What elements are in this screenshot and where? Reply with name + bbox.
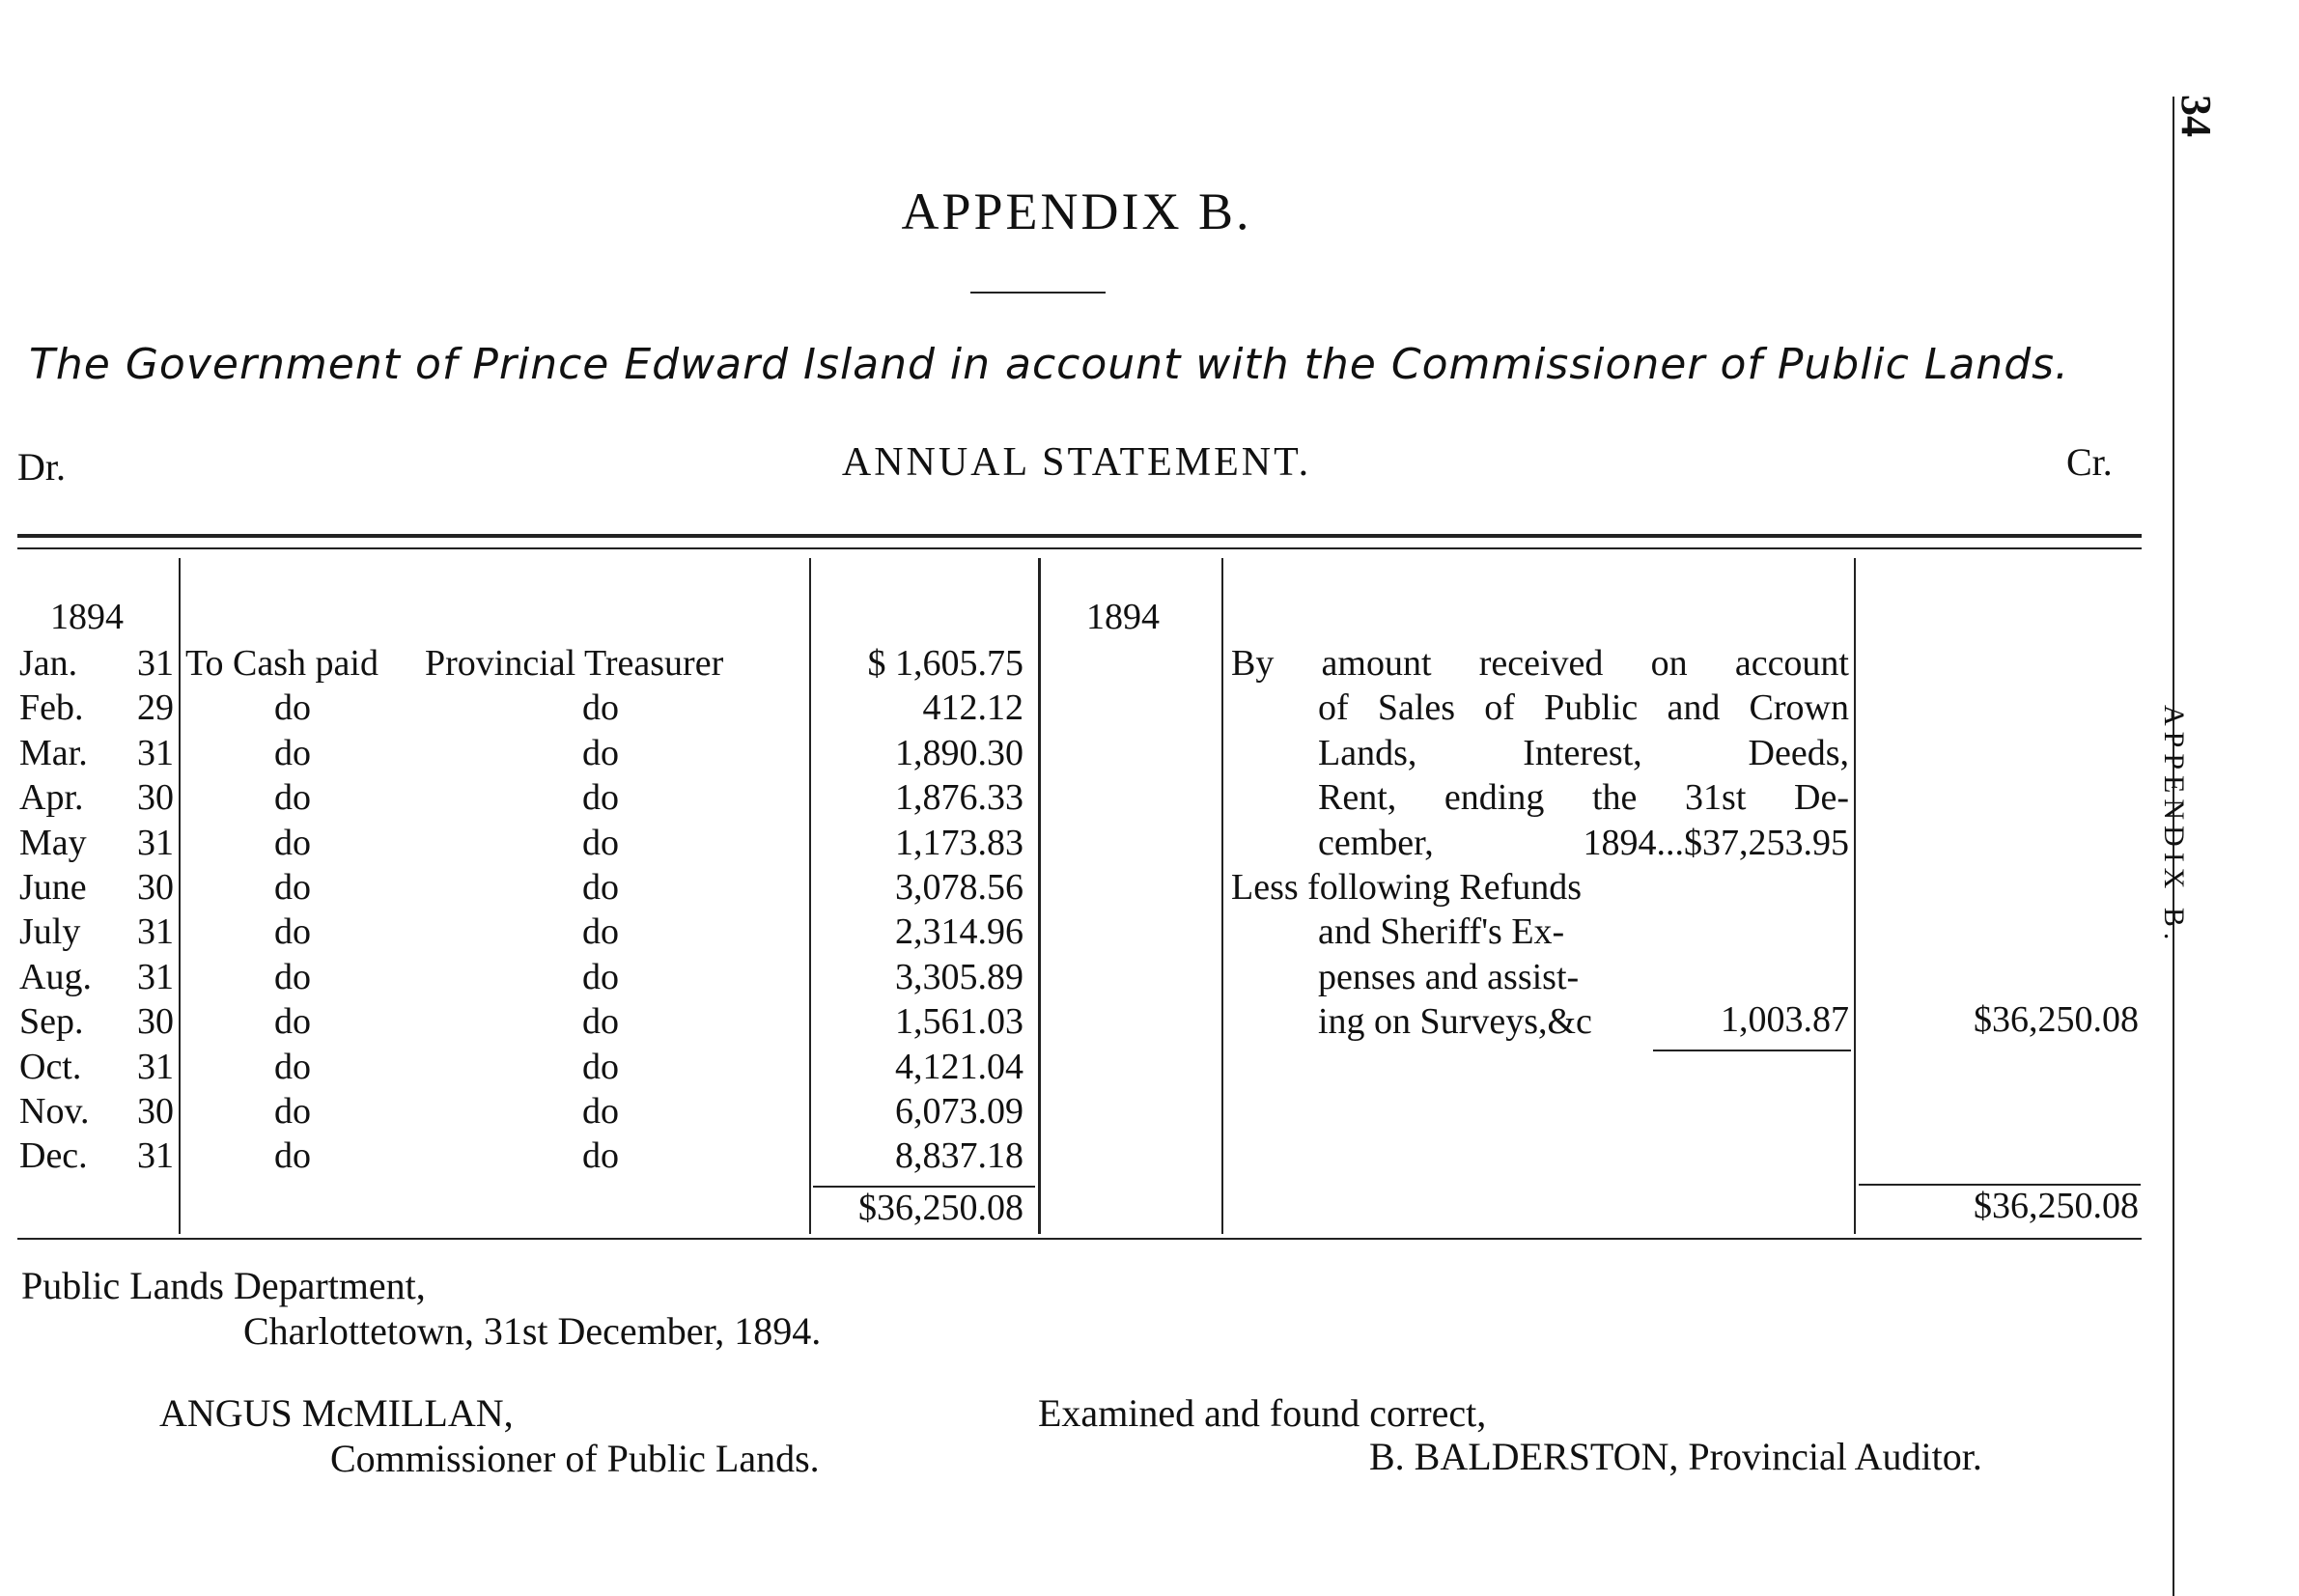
credit-line: By amount received on account	[1231, 643, 1849, 684]
debit-row-date: June 30	[19, 867, 174, 908]
examined-note: Examined and found correct,	[1038, 1391, 1487, 1435]
debit-date-divider	[179, 558, 181, 1234]
debit-row-desc-b: do	[582, 1091, 619, 1132]
debit-row-amount: 412.12	[922, 687, 1023, 729]
debit-row-desc-b: Provincial Treasurer	[425, 643, 724, 684]
refund-rule	[1653, 1050, 1851, 1051]
debit-label: Dr.	[17, 445, 66, 489]
credit-net-amount: $36,250.08	[1974, 999, 2139, 1040]
side-running-header: APPENDIX B.	[2158, 705, 2190, 946]
debit-row-date: Nov. 30	[19, 1091, 174, 1132]
debit-row-amount: 3,078.56	[895, 867, 1023, 908]
debit-row-desc-b: do	[582, 822, 619, 863]
debit-row-date: May 31	[19, 822, 174, 863]
debit-row-date: Jan. 31	[19, 643, 174, 684]
credit-total: $36,250.08	[1974, 1186, 2139, 1226]
debit-row-desc-b: do	[582, 1001, 619, 1043]
account-subtitle: The Government of Prince Edward Island in account with the Commissioner of Public Lands.	[29, 340, 2070, 389]
debit-row-desc-b: do	[582, 777, 619, 819]
debit-row-date: Dec. 31	[19, 1135, 174, 1177]
debit-total: $36,250.08	[858, 1188, 1023, 1228]
debit-row-date: July 31	[19, 911, 174, 953]
table-top-rule	[17, 534, 2142, 538]
debit-row-desc-a: do	[274, 687, 311, 729]
debit-row-desc-a: do	[274, 777, 311, 819]
debit-row-desc-a: do	[274, 1046, 311, 1087]
debit-row-desc-a: do	[274, 732, 311, 773]
table-bottom-rule	[17, 1238, 2142, 1240]
credit-line: cember, 1894...$37,253.95	[1318, 822, 1849, 863]
debit-row-desc-a: To Cash paid	[185, 643, 378, 684]
center-divider	[1038, 558, 1041, 1234]
debit-row-amount: 4,121.04	[895, 1046, 1023, 1087]
place-date: Charlottetown, 31st December, 1894.	[243, 1309, 822, 1353]
debit-row-date: Aug. 31	[19, 956, 174, 997]
debit-row-date: Sep. 30	[19, 1001, 174, 1043]
debit-row-amount: 1,876.33	[895, 777, 1023, 819]
debit-row-desc-a: do	[274, 1001, 311, 1043]
refund-amount: 1,003.87	[1721, 999, 1849, 1040]
debit-row-desc-b: do	[582, 687, 619, 729]
credit-date-divider	[1221, 558, 1223, 1234]
debit-row-desc-b: do	[582, 732, 619, 773]
debit-row-desc-a: do	[274, 1135, 311, 1177]
debit-row-date: Feb. 29	[19, 687, 174, 729]
statement-title: ANNUAL STATEMENT.	[841, 440, 1312, 485]
debit-row-desc-a: do	[274, 822, 311, 863]
debit-row-date: Oct. 31	[19, 1046, 174, 1087]
credit-line: ing on Surveys,&c	[1318, 1001, 1592, 1043]
credit-line: Less following Refunds	[1231, 867, 1583, 908]
debit-row-amount: 1,890.30	[895, 732, 1023, 773]
debit-row-amount: 3,305.89	[895, 956, 1023, 997]
page-title: APPENDIX B.	[901, 182, 1252, 240]
debit-row-desc-b: do	[582, 1046, 619, 1087]
title-rule	[970, 292, 1106, 294]
debit-year: 1894	[50, 597, 124, 637]
debit-row-amount: 1,173.83	[895, 822, 1023, 863]
debit-row-desc-b: do	[582, 911, 619, 953]
auditor-signature: B. BALDERSTON, Provincial Auditor.	[1369, 1435, 1982, 1478]
page-number: 34	[2173, 95, 2220, 137]
debit-row-desc-a: do	[274, 867, 311, 908]
debit-row-amount: 8,837.18	[895, 1135, 1023, 1177]
credit-label: Cr.	[2066, 440, 2113, 484]
commissioner-name: ANGUS McMILLAN,	[159, 1391, 514, 1435]
table-top-rule-2	[17, 547, 2142, 549]
debit-row-desc-b: do	[582, 956, 619, 997]
debit-row-desc-b: do	[582, 867, 619, 908]
debit-row-amount: 6,073.09	[895, 1091, 1023, 1132]
debit-row-date: Mar. 31	[19, 732, 174, 773]
commissioner-title: Commissioner of Public Lands.	[330, 1437, 820, 1480]
debit-row-amount: $ 1,605.75	[867, 643, 1023, 684]
debit-row-amount: 2,314.96	[895, 911, 1023, 953]
credit-year: 1894	[1086, 597, 1160, 637]
credit-amount-divider	[1854, 558, 1856, 1234]
department-name: Public Lands Department,	[21, 1264, 426, 1307]
debit-row-desc-a: do	[274, 956, 311, 997]
debit-row-desc-b: do	[582, 1135, 619, 1177]
credit-line: and Sheriff's Ex-	[1318, 911, 1565, 953]
debit-row-date: Apr. 30	[19, 777, 174, 819]
credit-line: Rent, ending the 31st De-	[1318, 777, 1849, 819]
debit-row-desc-a: do	[274, 911, 311, 953]
credit-line: of Sales of Public and Crown	[1318, 687, 1849, 729]
debit-amount-divider	[809, 558, 811, 1234]
debit-row-desc-a: do	[274, 1091, 311, 1132]
debit-row-amount: 1,561.03	[895, 1001, 1023, 1043]
credit-line: penses and assist-	[1318, 956, 1580, 997]
credit-line: Lands, Interest, Deeds,	[1318, 732, 1849, 773]
